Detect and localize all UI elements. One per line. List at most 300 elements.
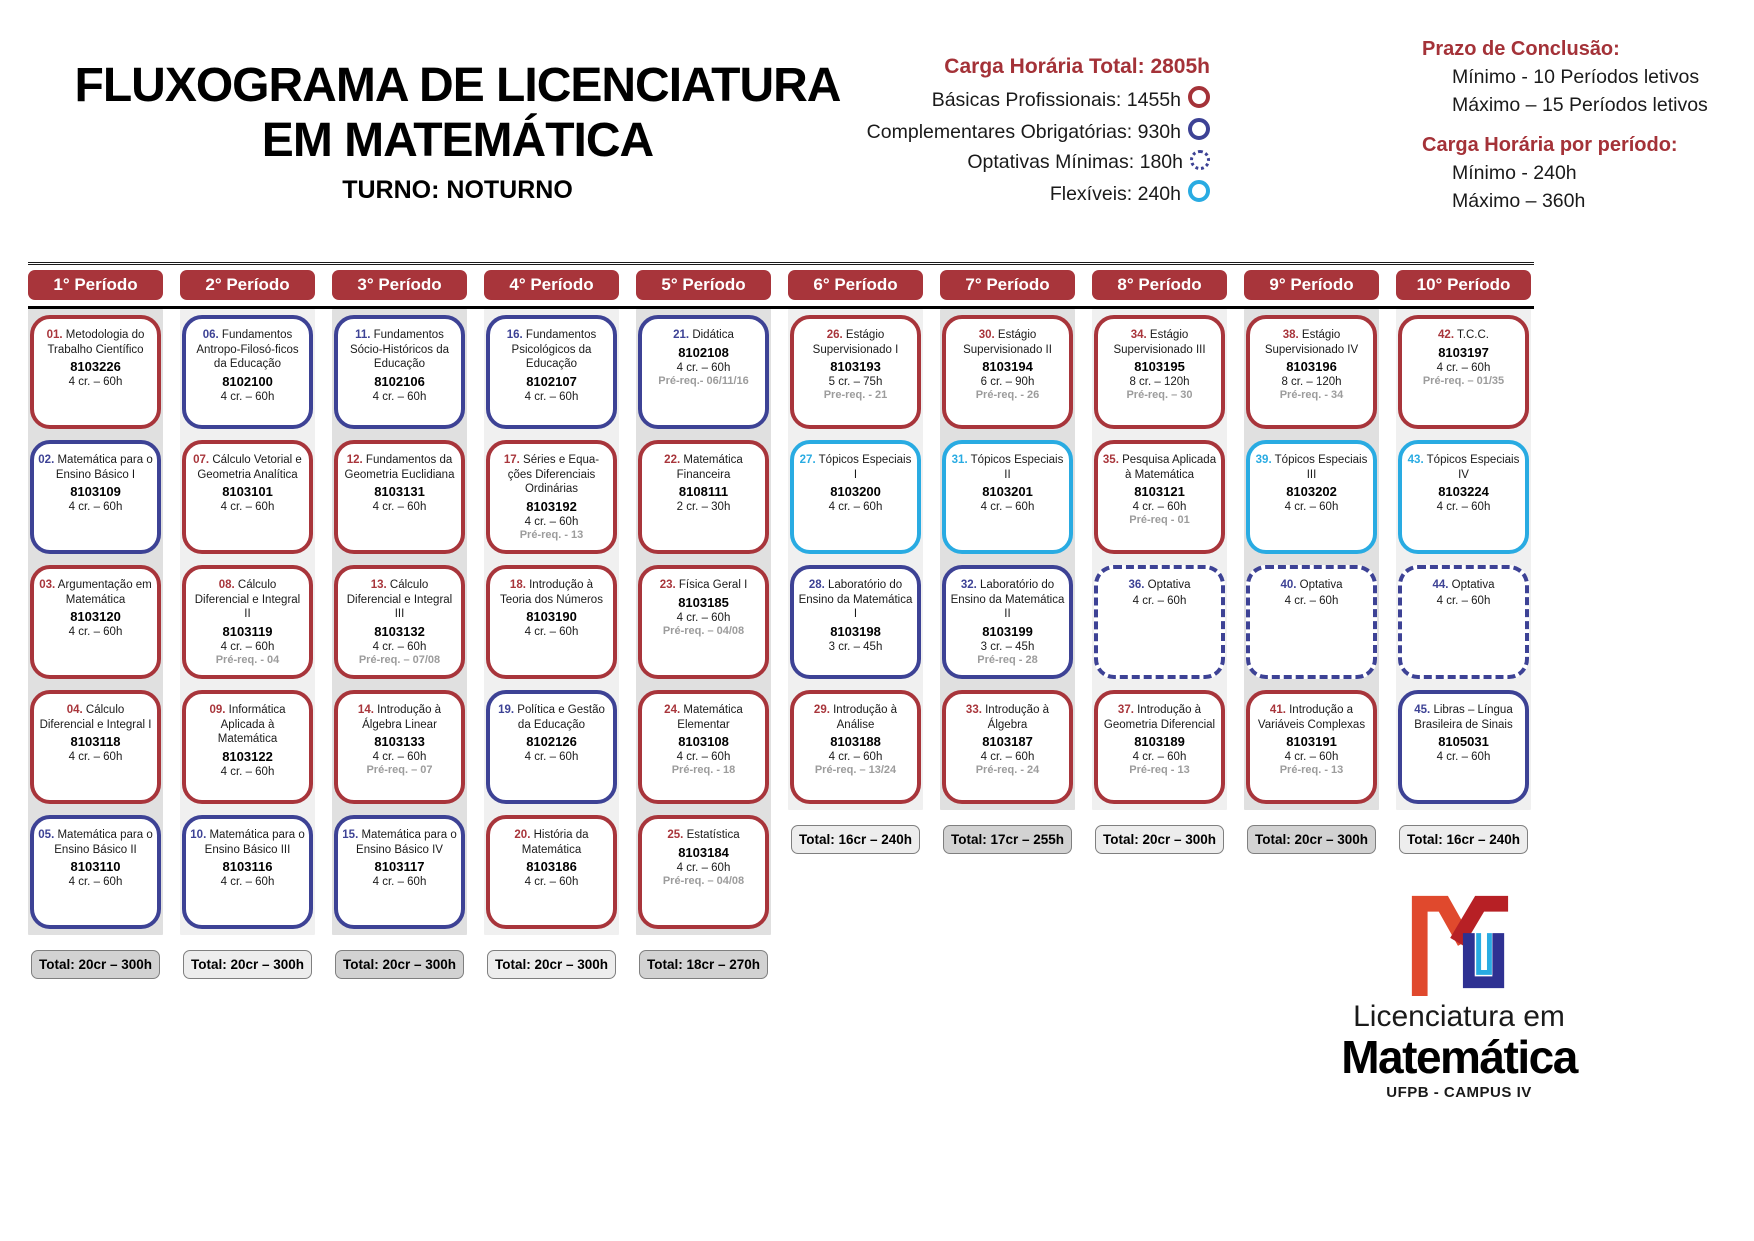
course-credits: 4 cr. – 60h bbox=[372, 641, 427, 654]
course-credits: 4 cr. – 60h bbox=[220, 501, 275, 514]
period-columns-row bbox=[28, 309, 1534, 979]
course-card-36 bbox=[1094, 565, 1225, 679]
course-credits: 4 cr. – 60h bbox=[1436, 361, 1491, 374]
course-credits: 4 cr. – 60h bbox=[1132, 751, 1187, 764]
course-title: 02. Matemática para o Ensino Básico I bbox=[38, 454, 153, 481]
course-number: 12. bbox=[346, 454, 363, 466]
course-credits: 3 cr. – 45h bbox=[828, 641, 883, 654]
course-credits: 4 cr. – 60h bbox=[68, 376, 123, 389]
course-prereq: Pré-req.- 06/11/16 bbox=[658, 374, 749, 387]
course-prereq: Pré-req. – 07/08 bbox=[358, 654, 441, 667]
course-title: 06. Fundamentos Antropo-Filosó-ficos da Educação bbox=[196, 329, 299, 371]
course-prereq: Pré-req. - 18 bbox=[671, 764, 736, 777]
course-title: 14. Introdução à Álgebra Linear bbox=[357, 704, 442, 731]
period-total-1: Total: 20cr – 300h bbox=[31, 950, 160, 979]
course-number: 34. bbox=[1130, 329, 1147, 341]
dashed-navy-circle-icon bbox=[1190, 150, 1210, 170]
course-credits: 4 cr. – 60h bbox=[828, 501, 883, 514]
course-title: 19. Política e Gestão da Educação bbox=[498, 704, 605, 731]
course-code: 8103108 bbox=[678, 734, 729, 750]
course-prereq: Pré-req. - 13 bbox=[519, 529, 584, 542]
course-credits: 4 cr. – 60h bbox=[1132, 594, 1187, 607]
course-title: 04. Cálculo Diferencial e Integral I bbox=[39, 704, 152, 731]
course-title: 35. Pesquisa Aplicada à Matemática bbox=[1102, 454, 1217, 481]
course-title: 10. Matemática para o Ensino Básico III bbox=[190, 829, 305, 856]
course-number: 43. bbox=[1407, 454, 1424, 466]
course-credits: 6 cr. – 90h bbox=[980, 376, 1035, 389]
course-prereq: Pré-req - 01 bbox=[1129, 514, 1190, 527]
course-code: 8103197 bbox=[1438, 344, 1489, 360]
solid-cyan-circle-icon bbox=[1188, 180, 1210, 202]
period-stripe-7 bbox=[940, 309, 1075, 810]
course-credits: 4 cr. – 60h bbox=[68, 876, 123, 889]
course-card-19 bbox=[486, 690, 617, 804]
course-credits: 4 cr. – 60h bbox=[828, 751, 883, 764]
course-code: 8103196 bbox=[1286, 359, 1337, 375]
course-credits: 4 cr. – 60h bbox=[372, 751, 427, 764]
course-code: 8103187 bbox=[982, 734, 1033, 750]
legend-item-label: Optativas Mínimas: 180h bbox=[967, 151, 1183, 173]
course-card-18 bbox=[486, 565, 617, 679]
period-total-4: Total: 20cr – 300h bbox=[487, 950, 616, 979]
course-credits: 4 cr. – 60h bbox=[372, 876, 427, 889]
course-code: 8102107 bbox=[526, 374, 577, 390]
course-code: 8102106 bbox=[374, 374, 425, 390]
course-card-17 bbox=[486, 440, 617, 554]
period-total-9: Total: 20cr – 300h bbox=[1247, 825, 1376, 854]
course-credits: 4 cr. – 60h bbox=[980, 751, 1035, 764]
title-line-1: FLUXOGRAMA DE LICENCIATURA bbox=[74, 59, 841, 112]
course-credits: 4 cr. – 60h bbox=[220, 641, 275, 654]
course-card-41 bbox=[1246, 690, 1377, 804]
course-card-26 bbox=[790, 315, 921, 429]
ufpb-math-logo-icon bbox=[1399, 888, 1519, 996]
course-title: 34. Estágio Supervisionado III bbox=[1113, 329, 1206, 356]
course-title: 13. Cálculo Diferencial e Integral III bbox=[346, 579, 453, 621]
period-header-2: 2° Período bbox=[180, 270, 315, 300]
course-prereq: Pré-req. – 04/08 bbox=[662, 624, 745, 637]
course-number: 28. bbox=[808, 579, 825, 591]
course-credits: 4 cr. – 60h bbox=[68, 501, 123, 514]
period-column-7 bbox=[940, 309, 1075, 979]
course-card-20 bbox=[486, 815, 617, 929]
course-code: 8103185 bbox=[678, 594, 729, 610]
brand-line-1: Licenciatura em bbox=[1353, 1000, 1565, 1033]
title-turno: TURNO: NOTURNO bbox=[342, 176, 573, 204]
course-number: 41. bbox=[1269, 704, 1286, 716]
course-card-37 bbox=[1094, 690, 1225, 804]
period-header-6: 6° Período bbox=[788, 270, 923, 300]
course-code: 8103200 bbox=[830, 484, 881, 500]
period-header-8: 8° Período bbox=[1092, 270, 1227, 300]
prazo-title: Prazo de Conclusão: bbox=[1422, 38, 1620, 60]
course-number: 27. bbox=[799, 454, 816, 466]
course-number: 01. bbox=[46, 329, 63, 341]
course-title: 27. Tópicos Especiais I bbox=[799, 454, 912, 481]
course-credits: 4 cr. – 60h bbox=[1284, 751, 1339, 764]
course-title: 05. Matemática para o Ensino Básico II bbox=[38, 829, 153, 856]
course-number: 38. bbox=[1282, 329, 1299, 341]
course-credits: 4 cr. – 60h bbox=[524, 391, 579, 404]
period-header-9: 9° Período bbox=[1244, 270, 1379, 300]
period-column-10 bbox=[1396, 309, 1531, 979]
course-number: 31. bbox=[951, 454, 968, 466]
course-prereq: Pré-req. - 34 bbox=[1279, 389, 1344, 402]
period-column-2 bbox=[180, 309, 315, 979]
period-stripe-9 bbox=[1244, 309, 1379, 810]
course-card-27 bbox=[790, 440, 921, 554]
period-header-1: 1° Período bbox=[28, 270, 163, 300]
course-number: 25. bbox=[667, 829, 684, 841]
course-title: 44. Optativa bbox=[1432, 579, 1495, 591]
course-code: 8103133 bbox=[374, 734, 425, 750]
course-card-40 bbox=[1246, 565, 1377, 679]
course-card-33 bbox=[942, 690, 1073, 804]
brand-block bbox=[1338, 888, 1580, 1101]
course-number: 19. bbox=[498, 704, 515, 716]
course-card-12 bbox=[334, 440, 465, 554]
curriculum-board bbox=[28, 262, 1534, 979]
course-code: 8103193 bbox=[830, 359, 881, 375]
course-credits: 4 cr. – 60h bbox=[1284, 501, 1339, 514]
course-card-44 bbox=[1398, 565, 1529, 679]
course-title: 25. Estatística bbox=[667, 829, 740, 841]
course-title: 11. Fundamentos Sócio-Históricos da Educação bbox=[349, 329, 450, 371]
course-code: 8103195 bbox=[1134, 359, 1185, 375]
period-total-7: Total: 17cr – 255h bbox=[943, 825, 1072, 854]
course-title: 32. Laboratório do Ensino da Matemática II bbox=[950, 579, 1065, 621]
deadline-info bbox=[1422, 38, 1747, 218]
course-code: 8103194 bbox=[982, 359, 1033, 375]
course-credits: 8 cr. – 120h bbox=[1129, 376, 1190, 389]
course-card-15 bbox=[334, 815, 465, 929]
course-code: 8103224 bbox=[1438, 484, 1489, 500]
course-title: 43. Tópicos Especiais IV bbox=[1407, 454, 1520, 481]
legend-item-label: Complementares Obrigatórias: 930h bbox=[866, 121, 1181, 143]
course-number: 04. bbox=[66, 704, 83, 716]
course-card-03 bbox=[30, 565, 161, 679]
course-code: 8103117 bbox=[374, 859, 425, 875]
course-credits: 4 cr. – 60h bbox=[220, 391, 275, 404]
period-header-7: 7° Período bbox=[940, 270, 1075, 300]
course-number: 33. bbox=[965, 704, 982, 716]
course-title: 37. Introdução à Geometria Diferencial bbox=[1103, 704, 1216, 731]
course-credits: 4 cr. – 60h bbox=[1436, 501, 1491, 514]
course-code: 8103189 bbox=[1134, 734, 1185, 750]
carga-periodo-title: Carga Horária por período: bbox=[1422, 134, 1678, 156]
course-credits: 4 cr. – 60h bbox=[372, 391, 427, 404]
course-credits: 4 cr. – 60h bbox=[524, 751, 579, 764]
course-number: 21. bbox=[673, 329, 690, 341]
course-credits: 4 cr. – 60h bbox=[68, 751, 123, 764]
course-card-45 bbox=[1398, 690, 1529, 804]
period-total-6: Total: 16cr – 240h bbox=[791, 825, 920, 854]
course-prereq: Pré-req. – 07 bbox=[366, 764, 433, 777]
course-card-29 bbox=[790, 690, 921, 804]
course-credits: 4 cr. – 60h bbox=[1284, 594, 1339, 607]
course-card-38 bbox=[1246, 315, 1377, 429]
period-stripe-1 bbox=[28, 309, 163, 935]
course-code: 8102100 bbox=[222, 374, 273, 390]
course-number: 24. bbox=[664, 704, 681, 716]
course-code: 8103198 bbox=[830, 624, 881, 640]
course-number: 36. bbox=[1128, 579, 1145, 591]
legend-item-label: Flexíveis: 240h bbox=[1049, 183, 1181, 205]
course-code: 8103186 bbox=[526, 859, 577, 875]
course-card-42 bbox=[1398, 315, 1529, 429]
course-code: 8105031 bbox=[1438, 734, 1489, 750]
course-card-32 bbox=[942, 565, 1073, 679]
course-code: 8102126 bbox=[526, 734, 577, 750]
course-title: 39. Tópicos Especiais III bbox=[1255, 454, 1368, 481]
brand-line-2: Matemática bbox=[1341, 1031, 1577, 1083]
course-number: 44. bbox=[1432, 579, 1449, 591]
legend-item-flexiveis bbox=[705, 180, 1210, 206]
course-card-13 bbox=[334, 565, 465, 679]
course-credits: 4 cr. – 60h bbox=[1132, 501, 1187, 514]
course-number: 03. bbox=[39, 579, 56, 591]
period-total-8: Total: 20cr – 300h bbox=[1095, 825, 1224, 854]
period-total-2: Total: 20cr – 300h bbox=[183, 950, 312, 979]
legend-item-label: Básicas Profissionais: 1455h bbox=[931, 89, 1181, 111]
course-prereq: Pré-req. – 13/24 bbox=[814, 764, 897, 777]
legend-item-basicas bbox=[705, 86, 1210, 112]
course-prereq: Pré-req - 13 bbox=[1129, 764, 1190, 777]
course-prereq: Pré-req. - 26 bbox=[975, 389, 1040, 402]
course-code: 8103119 bbox=[222, 624, 273, 640]
course-number: 11. bbox=[355, 329, 371, 341]
course-code: 8103184 bbox=[678, 844, 729, 860]
course-credits: 4 cr. – 60h bbox=[676, 361, 731, 374]
period-header-10: 10° Período bbox=[1396, 270, 1531, 300]
course-card-11 bbox=[334, 315, 465, 429]
course-credits: 4 cr. – 60h bbox=[524, 876, 579, 889]
course-credits: 4 cr. – 60h bbox=[676, 611, 731, 624]
course-card-24 bbox=[638, 690, 769, 804]
title-line-2: EM MATEMÁTICA bbox=[261, 114, 654, 167]
course-title: 26. Estágio Supervisionado I bbox=[812, 329, 899, 356]
course-title: 01. Metodologia do Trabalho Científico bbox=[46, 329, 145, 356]
course-number: 26. bbox=[826, 329, 843, 341]
course-title: 33. Introdução à Álgebra bbox=[965, 704, 1050, 731]
course-code: 8103191 bbox=[1286, 734, 1337, 750]
course-number: 14. bbox=[357, 704, 374, 716]
course-number: 40. bbox=[1280, 579, 1297, 591]
period-column-1 bbox=[28, 309, 163, 979]
course-code: 8103101 bbox=[222, 484, 273, 500]
course-credits: 3 cr. – 45h bbox=[980, 641, 1035, 654]
course-prereq: Pré-req. - 04 bbox=[215, 654, 280, 667]
course-credits: 5 cr. – 75h bbox=[828, 376, 883, 389]
period-column-8 bbox=[1092, 309, 1227, 979]
course-title: 40. Optativa bbox=[1280, 579, 1343, 591]
course-card-01 bbox=[30, 315, 161, 429]
course-code: 8103118 bbox=[70, 734, 121, 750]
period-header-4: 4° Período bbox=[484, 270, 619, 300]
course-card-04 bbox=[30, 690, 161, 804]
course-code: 8103192 bbox=[526, 499, 577, 515]
period-stripe-8 bbox=[1092, 309, 1227, 810]
course-card-06 bbox=[182, 315, 313, 429]
carga-min: Mínimo - 240h bbox=[1452, 162, 1577, 184]
course-number: 29. bbox=[813, 704, 830, 716]
course-code: 8103226 bbox=[70, 359, 121, 375]
period-headers-row bbox=[28, 262, 1534, 309]
course-credits: 4 cr. – 60h bbox=[524, 516, 579, 529]
course-number: 02. bbox=[38, 454, 55, 466]
course-prereq: Pré-req. - 13 bbox=[1279, 764, 1344, 777]
period-stripe-3 bbox=[332, 309, 467, 935]
course-card-43 bbox=[1398, 440, 1529, 554]
course-number: 37. bbox=[1117, 704, 1134, 716]
course-code: 8103188 bbox=[830, 734, 881, 750]
legend-item-optativas bbox=[705, 150, 1210, 174]
course-number: 45. bbox=[1414, 704, 1431, 716]
course-code: 8103190 bbox=[526, 609, 577, 625]
course-number: 32. bbox=[960, 579, 977, 591]
course-number: 06. bbox=[202, 329, 219, 341]
course-code: 8108111 bbox=[678, 484, 729, 500]
period-total-5: Total: 18cr – 270h bbox=[639, 950, 768, 979]
course-card-02 bbox=[30, 440, 161, 554]
solid-navy-circle-icon bbox=[1188, 118, 1210, 140]
course-code: 8103109 bbox=[70, 484, 121, 500]
course-code: 8102108 bbox=[678, 344, 729, 360]
period-total-3: Total: 20cr – 300h bbox=[335, 950, 464, 979]
course-code: 8103110 bbox=[70, 859, 121, 875]
course-number: 05. bbox=[38, 829, 55, 841]
course-number: 20. bbox=[514, 829, 531, 841]
course-card-25 bbox=[638, 815, 769, 929]
course-credits: 4 cr. – 60h bbox=[68, 626, 123, 639]
course-credits: 4 cr. – 60h bbox=[980, 501, 1035, 514]
course-number: 15. bbox=[342, 829, 359, 841]
course-credits: 4 cr. – 60h bbox=[524, 626, 579, 639]
course-title: 24. Matemática Elementar bbox=[664, 704, 743, 731]
legend-total-label: Carga Horária Total: 2805h bbox=[944, 55, 1210, 78]
course-code: 8103116 bbox=[222, 859, 273, 875]
course-number: 17. bbox=[503, 454, 520, 466]
course-number: 10. bbox=[190, 829, 207, 841]
course-prereq: Pré-req. – 01/35 bbox=[1422, 374, 1505, 387]
course-card-39 bbox=[1246, 440, 1377, 554]
course-number: 08. bbox=[218, 579, 235, 591]
course-code: 8103131 bbox=[374, 484, 425, 500]
period-header-5: 5° Período bbox=[636, 270, 771, 300]
course-card-35 bbox=[1094, 440, 1225, 554]
course-title: 08. Cálculo Diferencial e Integral II bbox=[194, 579, 301, 621]
course-number: 18. bbox=[509, 579, 526, 591]
course-title: 21. Didática bbox=[673, 329, 734, 341]
period-column-4 bbox=[484, 309, 619, 979]
period-header-3: 3° Período bbox=[332, 270, 467, 300]
course-credits: 8 cr. – 120h bbox=[1281, 376, 1342, 389]
course-prereq: Pré-req. – 04/08 bbox=[662, 874, 745, 887]
period-stripe-2 bbox=[180, 309, 315, 935]
period-column-6 bbox=[788, 309, 923, 979]
brand-line-3: UFPB - CAMPUS IV bbox=[1386, 1084, 1532, 1102]
course-number: 42. bbox=[1438, 329, 1455, 341]
period-column-3 bbox=[332, 309, 467, 979]
course-code: 8103120 bbox=[70, 609, 121, 625]
course-number: 22. bbox=[664, 454, 681, 466]
course-prereq: Pré-req. – 30 bbox=[1126, 389, 1193, 402]
course-title: 20. História da Matemática bbox=[514, 829, 589, 856]
course-credits: 2 cr. – 30h bbox=[676, 501, 731, 514]
course-number: 39. bbox=[1255, 454, 1272, 466]
course-title: 16. Fundamentos Psicológicos da Educação bbox=[506, 329, 597, 371]
course-title: 30. Estágio Supervisionado II bbox=[963, 329, 1052, 356]
course-title: 31. Tópicos Especiais II bbox=[951, 454, 1064, 481]
course-credits: 4 cr. – 60h bbox=[220, 766, 275, 779]
course-prereq: Pré-req - 28 bbox=[977, 654, 1038, 667]
course-title: 36. Optativa bbox=[1128, 579, 1191, 591]
course-code: 8103202 bbox=[1286, 484, 1337, 500]
course-title: 23. Física Geral I bbox=[659, 579, 748, 591]
course-card-30 bbox=[942, 315, 1073, 429]
course-card-10 bbox=[182, 815, 313, 929]
course-card-22 bbox=[638, 440, 769, 554]
course-title: 03. Argumentação em Matemática bbox=[39, 579, 152, 606]
course-number: 07. bbox=[193, 454, 210, 466]
period-stripe-5 bbox=[636, 309, 771, 935]
course-credits: 4 cr. – 60h bbox=[1436, 594, 1491, 607]
course-card-28 bbox=[790, 565, 921, 679]
course-title: 18. Introdução à Teoria dos Números bbox=[500, 579, 603, 606]
course-credits: 4 cr. – 60h bbox=[676, 751, 731, 764]
course-title: 22. Matemática Financeira bbox=[664, 454, 743, 481]
course-title: 29. Introdução à Análise bbox=[813, 704, 898, 731]
course-title: 07. Cálculo Vetorial e Geometria Analítica bbox=[193, 454, 302, 481]
course-title: 41. Introdução a Variáveis Complexas bbox=[1257, 704, 1366, 731]
course-title: 38. Estágio Supervisionado IV bbox=[1264, 329, 1359, 356]
course-title: 15. Matemática para o Ensino Básico IV bbox=[342, 829, 457, 856]
course-number: 30. bbox=[978, 329, 995, 341]
course-code: 8103201 bbox=[982, 484, 1033, 500]
course-card-34 bbox=[1094, 315, 1225, 429]
course-number: 16. bbox=[506, 329, 523, 341]
course-credits: 4 cr. – 60h bbox=[372, 501, 427, 514]
course-card-21 bbox=[638, 315, 769, 429]
period-stripe-10 bbox=[1396, 309, 1531, 810]
course-title: 17. Séries e Equa-ções Diferenciais Ordinárias bbox=[503, 454, 600, 496]
course-title: 28. Laboratório do Ensino da Matemática I bbox=[798, 579, 913, 621]
course-number: 09. bbox=[209, 704, 226, 716]
carga-max: Máximo – 360h bbox=[1452, 190, 1586, 212]
course-card-08 bbox=[182, 565, 313, 679]
course-title: 09. Informática Aplicada à Matemática bbox=[209, 704, 286, 746]
course-credits: 4 cr. – 60h bbox=[676, 861, 731, 874]
course-card-09 bbox=[182, 690, 313, 804]
course-card-05 bbox=[30, 815, 161, 929]
course-code: 8103121 bbox=[1134, 484, 1185, 500]
course-code: 8103132 bbox=[374, 624, 425, 640]
prazo-min: Mínimo - 10 Períodos letivos bbox=[1452, 66, 1700, 88]
workload-legend bbox=[705, 55, 1210, 212]
course-card-07 bbox=[182, 440, 313, 554]
course-card-14 bbox=[334, 690, 465, 804]
solid-red-circle-icon bbox=[1188, 86, 1210, 108]
course-credits: 4 cr. – 60h bbox=[1436, 751, 1491, 764]
course-title: 12. Fundamentos da Geometria Euclidiana bbox=[344, 454, 455, 481]
course-code: 8103199 bbox=[982, 624, 1033, 640]
course-prereq: Pré-req. - 24 bbox=[975, 764, 1040, 777]
period-total-10: Total: 16cr – 240h bbox=[1399, 825, 1528, 854]
period-column-5 bbox=[636, 309, 771, 979]
course-prereq: Pre-req. - 21 bbox=[823, 389, 888, 402]
course-credits: 4 cr. – 60h bbox=[220, 876, 275, 889]
period-stripe-4 bbox=[484, 309, 619, 935]
